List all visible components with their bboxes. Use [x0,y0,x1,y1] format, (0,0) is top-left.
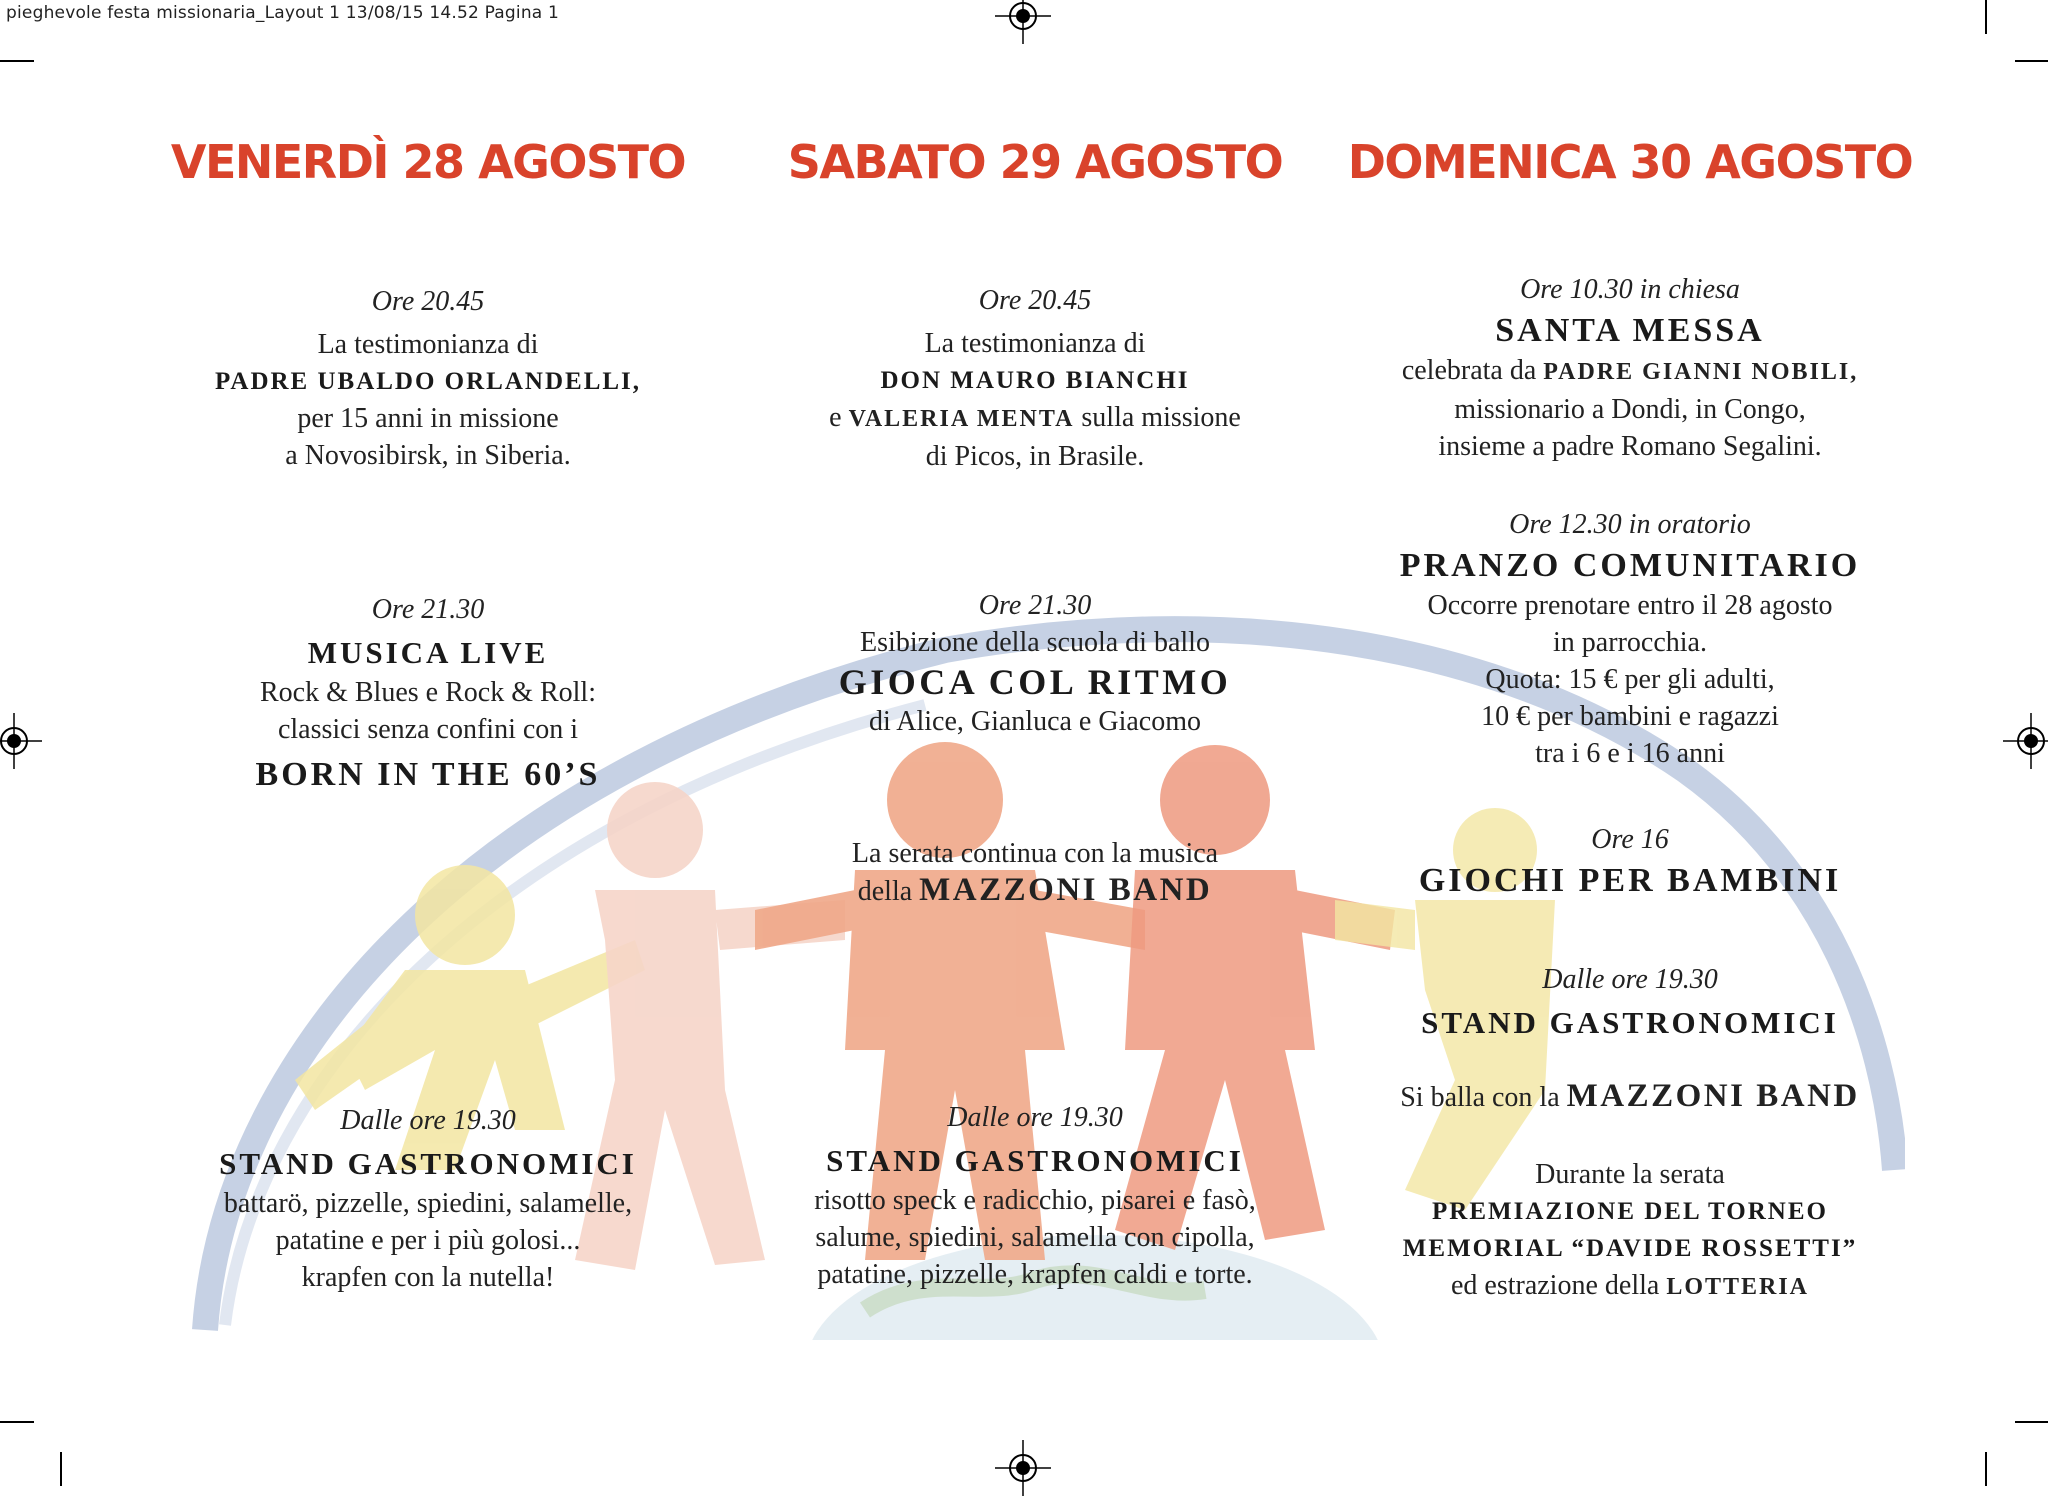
speaker-name: PADRE GIANNI NOBILI, [1543,359,1859,385]
speaker-name: DON MAURO BIANCHI [880,367,1190,394]
event-text: per 15 anni in missione [297,403,559,434]
event-band-saturday [735,835,1335,910]
event-text: La testimonianza di [924,328,1146,359]
event-time: Ore 21.30 [978,590,1092,621]
event-time: Dalle ore 19.30 [1542,964,1718,995]
event-text: La serata continua con la musica [851,838,1219,869]
event-time: Ore 20.45 [371,286,485,317]
band-name: BORN IN THE 60’S [255,756,601,793]
event-music-friday [128,592,728,796]
event-title: GIOCHI PER BAMBINI [1418,862,1842,899]
day-title-sunday: DOMENICA 30 AGOSTO [1347,135,1913,189]
award-title: PREMIAZIONE DEL TORNEO [1432,1198,1828,1225]
event-text [735,399,1335,438]
band-name: MAZZONI BAND [919,872,1213,908]
event-text [735,872,1335,910]
event-text: Quota: 15 € per gli adulti, [1485,664,1775,695]
event-title: STAND GASTRONOMICI [219,1146,637,1181]
crop-mark-left-top [0,60,34,62]
event-text: in parrocchia. [1553,627,1707,658]
event-time: Ore 16 [1591,824,1669,855]
event-text: La testimonianza di [317,329,539,360]
event-text [1330,1267,1930,1306]
crop-mark-bottom-left [60,1452,62,1486]
event-text [1330,1078,1930,1116]
crop-mark-right-top [2015,60,2048,62]
registration-mark-icon [0,713,42,769]
event-text: Rock & Blues e Rock & Roll: [260,677,596,708]
event-text: battarö, pizzelle, spiedini, salamelle, [223,1188,633,1219]
event-text: Durante la serata [1535,1159,1725,1190]
band-name: MAZZONI BAND [1566,1078,1860,1114]
event-text: della [857,876,913,907]
print-header: pieghevole festa missionaria_Layout 1 13/08/15 14.52 Pagina 1 [6,3,560,23]
day-title-friday: VENERDÌ 28 AGOSTO [170,135,686,189]
event-food-saturday [735,1100,1335,1293]
event-text: Si balla con la [1400,1082,1560,1113]
event-games-sunday [1330,822,1930,902]
event-text: patatine, pizzelle, krapfen caldi e torte. [817,1259,1253,1290]
event-title: STAND GASTRONOMICI [1421,1005,1839,1040]
event-text: classici senza confini con i [277,714,579,745]
award-title: MEMORIAL “DAVIDE ROSSETTI” [1402,1235,1858,1262]
event-text: Esibizione della scuola di ballo [860,627,1210,658]
event-time: Ore 21.30 [371,594,485,625]
event-time: Ore 10.30 in chiesa [1520,274,1740,305]
registration-mark-icon [2003,713,2048,769]
event-text: a Novosibirsk, in Siberia. [285,440,571,471]
event-title: SANTA MESSA [1495,312,1765,349]
event-food-sunday [1330,962,1930,1044]
event-testimony-friday [128,284,728,474]
event-dance-saturday [735,588,1335,740]
event-time: Ore 20.45 [978,285,1092,316]
event-testimony-saturday [735,283,1335,475]
event-time: Ore 12.30 in oratorio [1509,509,1751,540]
registration-mark-icon [995,1440,1051,1496]
event-time: Dalle ore 19.30 [340,1105,516,1136]
event-text: insieme a padre Romano Segalini. [1438,431,1822,462]
event-awards-sunday [1330,1156,1930,1306]
event-text: risotto speck e radicchio, pisarei e fasò, [814,1185,1256,1216]
event-text: sulla missione [1081,402,1241,433]
event-title: MUSICA LIVE [307,635,549,670]
event-text: tra i 6 e i 16 anni [1535,738,1725,769]
event-text: salume, spiedini, salamella con cipolla, [815,1222,1255,1253]
speaker-name: VALERIA MENTA [848,406,1075,432]
event-text: di Alice, Gianluca e Giacomo [869,706,1201,737]
crop-mark-right-bottom [2015,1421,2048,1423]
registration-mark-icon [995,0,1051,44]
event-text: 10 € per bambini e ragazzi [1481,701,1779,732]
event-dance-sunday [1330,1078,1930,1116]
event-text [1330,352,1930,391]
event-text: patatine e per i più golosi... [275,1225,581,1256]
event-title: STAND GASTRONOMICI [826,1143,1244,1178]
event-text: ed estrazione della [1450,1270,1660,1301]
event-text: di Picos, in Brasile. [925,441,1145,472]
event-text: krapfen con la nutella! [301,1262,555,1293]
event-lunch-sunday [1330,507,1930,772]
event-title: PRANZO COMUNITARIO [1399,547,1861,584]
crop-mark-left-bottom [0,1421,34,1423]
event-time: Dalle ore 19.30 [947,1102,1123,1133]
crop-mark-top-right [1985,0,1987,34]
conjunction: e [829,402,842,433]
event-title: GIOCA COL RITMO [838,662,1232,702]
event-food-friday [128,1103,728,1296]
event-text: celebrata da [1401,355,1537,386]
event-mass-sunday [1330,272,1930,465]
event-text: Occorre prenotare entro il 28 agosto [1427,590,1833,621]
event-text: missionario a Dondi, in Congo, [1454,394,1806,425]
day-title-saturday: SABATO 29 AGOSTO [787,135,1283,189]
crop-mark-bottom-right [1985,1452,1987,1486]
speaker-name: PADRE UBALDO ORLANDELLI, [214,368,642,395]
lottery-label: LOTTERIA [1666,1274,1810,1300]
